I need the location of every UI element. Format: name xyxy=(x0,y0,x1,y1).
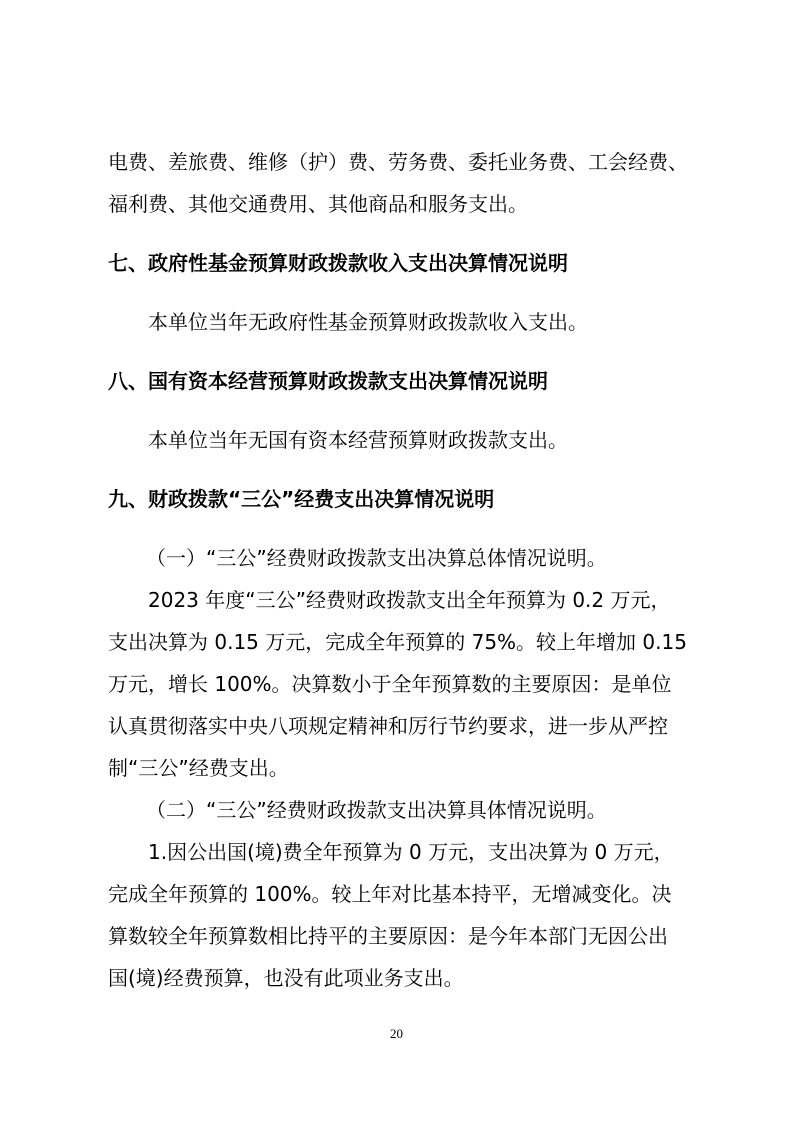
section-heading-8: 八、国有资本经营预算财政拨款支出决算情况说明 xyxy=(108,369,548,393)
paragraph-line: 制“三公”经费支出。 xyxy=(108,756,289,780)
page-number: 20 xyxy=(390,1026,403,1041)
paragraph-line: 电费、差旅费、维修（护）费、劳务费、委托业务费、工会经费、 xyxy=(108,150,688,174)
subsection-heading: （一）“三公”经费财政拨款支出决算总体情况说明。 xyxy=(146,546,607,570)
paragraph-line: 国(境)经费预算，也没有此项业务支出。 xyxy=(108,966,464,990)
paragraph-line: 算数较全年预算数相比持平的主要原因：是今年本部门无因公出 xyxy=(108,924,668,948)
paragraph-line: 福利费、其他交通费用、其他商品和服务支出。 xyxy=(108,192,528,216)
paragraph-line: 认真贯彻落实中央八项规定精神和厉行节约要求，进一步从严控 xyxy=(108,714,668,738)
paragraph-line: 2023 年度“三公”经费财政拨款支出全年预算为 0.2 万元， xyxy=(148,588,671,612)
paragraph-line: 1.因公出国(境)费全年预算为 0 万元，支出决算为 0 万元， xyxy=(148,840,674,864)
paragraph-line: 完成全年预算的 100%。较上年对比基本持平，无增减变化。决 xyxy=(108,882,672,906)
subsection-heading: （二）“三公”经费财政拨款支出决算具体情况说明。 xyxy=(146,798,607,822)
paragraph-line: 万元，增长 100%。决算数小于全年预算数的主要原因：是单位 xyxy=(108,672,672,696)
paragraph-line: 本单位当年无国有资本经营预算财政拨款支出。 xyxy=(148,428,568,452)
section-heading-9: 九、财政拨款“三公”经费支出决算情况说明 xyxy=(108,487,495,511)
section-heading-7: 七、政府性基金预算财政拨款收入支出决算情况说明 xyxy=(108,251,568,275)
paragraph-line: 支出决算为 0.15 万元，完成全年预算的 75%。较上年增加 0.15 xyxy=(108,630,687,654)
paragraph-line: 本单位当年无政府性基金预算财政拨款收入支出。 xyxy=(148,310,588,334)
